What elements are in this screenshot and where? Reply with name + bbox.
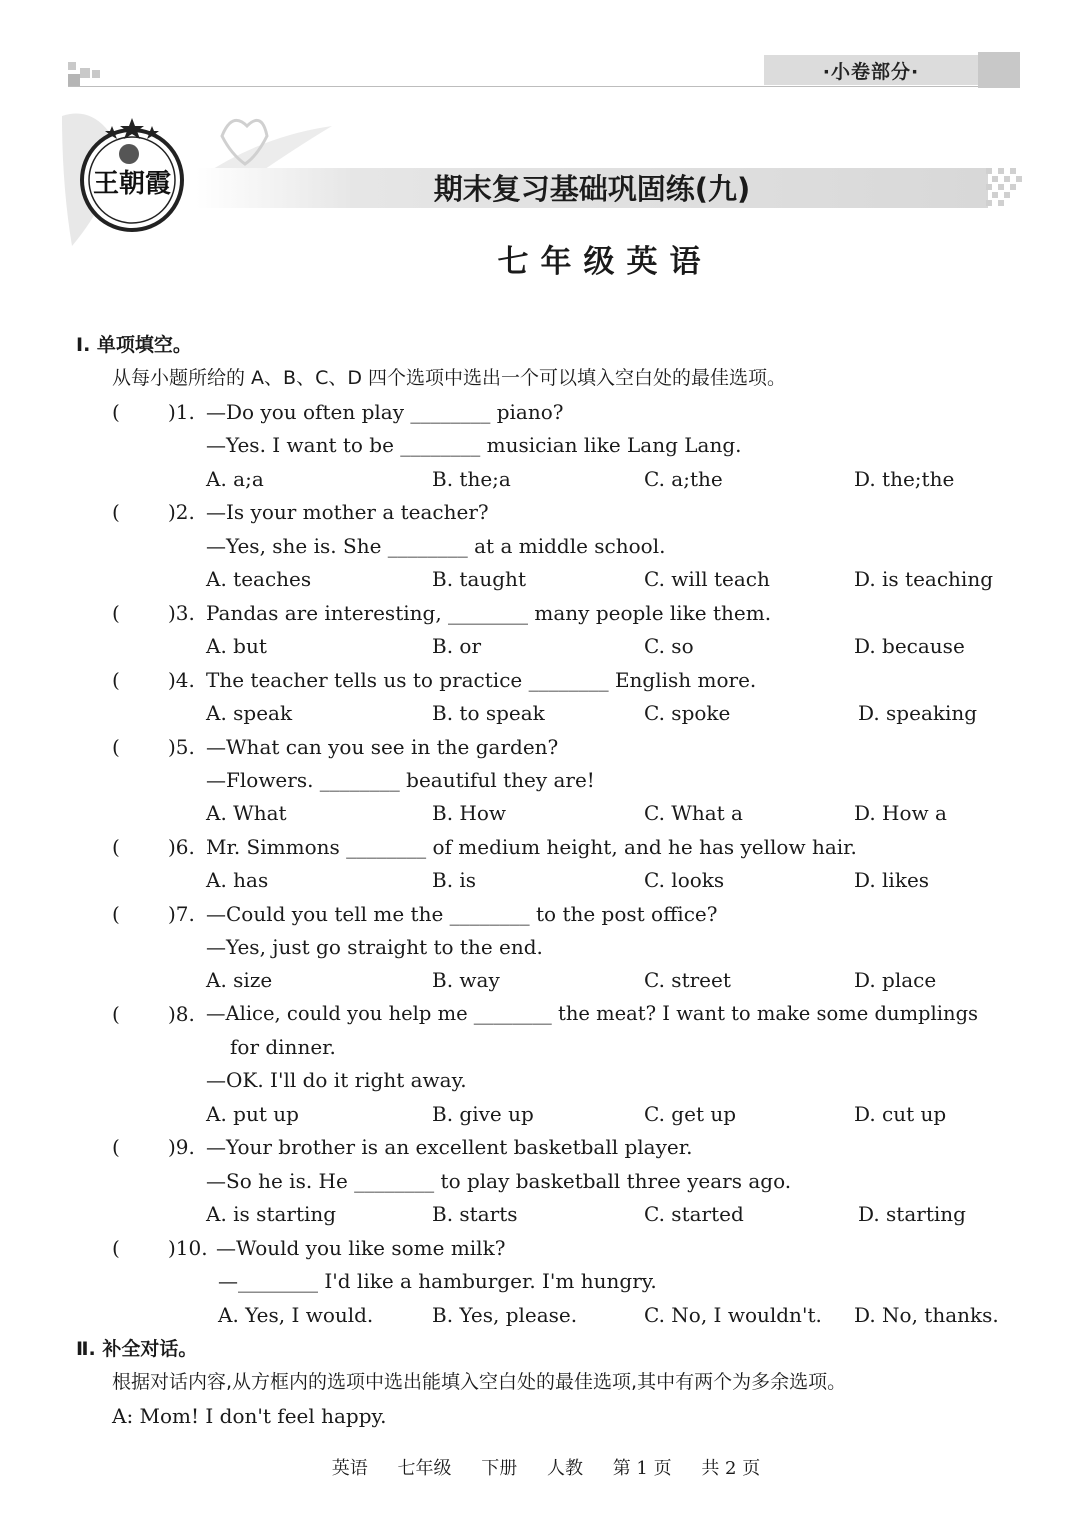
q1-option-b: B. the;a (432, 467, 511, 491)
page-subtitle: 七年级英语 (497, 244, 713, 280)
answer-paren[interactable]: ( (112, 1236, 120, 1260)
q5-option-a: A. What (206, 801, 287, 825)
answer-paren[interactable]: ( (112, 902, 120, 926)
section1-heading: Ⅰ. 单项填空。 (76, 334, 192, 356)
q6-number: )6. (168, 835, 195, 859)
answer-paren[interactable]: ( (112, 735, 120, 759)
section2-instruction: 根据对话内容,从方框内的选项中选出能填入空白处的最佳选项,其中有两个为多余选项。 (112, 1371, 847, 1393)
q1-number: )1. (168, 400, 195, 424)
q6-option-b: B. is (432, 868, 477, 892)
q5-option-d: D. How a (854, 801, 947, 825)
answer-paren[interactable]: ( (112, 601, 120, 625)
answer-paren[interactable]: ( (112, 1135, 120, 1159)
q8-line2: for dinner. (230, 1035, 336, 1059)
q3-option-b: B. or (432, 634, 482, 658)
title-dots-decoration (986, 166, 1026, 210)
q9-option-d: D. starting (858, 1202, 966, 1226)
header-rule (68, 86, 1020, 87)
q8-option-d: D. cut up (854, 1102, 947, 1126)
q8-number: )8. (168, 1002, 195, 1026)
q8-option-c: C. get up (644, 1102, 737, 1126)
q10-line1: —Would you like some milk? (216, 1236, 506, 1260)
footer-subject: 英语 (331, 1458, 368, 1479)
q7-option-c: C. street (644, 968, 731, 992)
q7-number: )7. (168, 902, 195, 926)
footer-grade: 七年级 (397, 1458, 452, 1479)
q9-option-b: B. starts (432, 1202, 518, 1226)
q5-line2: —Flowers. ________ beautiful they are! (206, 768, 595, 792)
q2-number: )2. (168, 500, 195, 524)
answer-paren[interactable]: ( (112, 668, 120, 692)
q6-option-c: C. looks (644, 868, 725, 892)
q9-number: )9. (168, 1135, 195, 1159)
q6-option-d: D. likes (854, 868, 930, 892)
q7-line2: —Yes, just go straight to the end. (206, 935, 543, 959)
q4-number: )4. (168, 668, 195, 692)
section2-heading: Ⅱ. 补全对话。 (76, 1338, 198, 1360)
q6-line1: Mr. Simmons ________ of medium height, and he has yellow hair. (206, 835, 857, 859)
section1-instruction: 从每小题所给的 A、B、C、D 四个选项中选出一个可以填入空白处的最佳选项。 (112, 367, 787, 389)
q9-line1: —Your brother is an excellent basketball player. (206, 1135, 693, 1159)
q9-option-c: C. started (644, 1202, 744, 1226)
q5-option-c: C. What a (644, 801, 743, 825)
q1-option-a: A. a;a (206, 467, 264, 491)
q10-option-c: C. No, I wouldn't. (644, 1303, 822, 1327)
q4-option-b: B. to speak (432, 701, 545, 725)
q3-option-c: C. so (644, 634, 694, 658)
answer-paren[interactable]: ( (112, 500, 120, 524)
q7-line1: —Could you tell me the ________ to the post office? (206, 902, 718, 926)
q8-line1: —Alice, could you help me ________ the meat? I want to make some dumplings (206, 1002, 979, 1025)
q8-option-a: A. put up (206, 1102, 299, 1126)
q2-line2: —Yes, she is. She ________ at a middle school. (206, 534, 666, 558)
q5-option-b: B. How (432, 801, 507, 825)
q10-option-a: A. Yes, I would. (218, 1303, 374, 1327)
q1-line2: —Yes. I want to be ________ musician like Lang Lang. (206, 433, 742, 457)
q1-option-c: C. a;the (644, 467, 723, 491)
q3-option-a: A. but (206, 634, 267, 658)
q9-option-a: A. is starting (206, 1202, 337, 1226)
q10-line2: —________ I'd like a hamburger. I'm hungry. (218, 1269, 657, 1293)
page-title: 期末复习基础巩固练(九) (433, 172, 751, 206)
footer-volume: 下册 (481, 1458, 518, 1479)
q4-option-c: C. spoke (644, 701, 731, 725)
footer-page: 第 1 页 (612, 1458, 672, 1479)
q8-option-b: B. give up (432, 1102, 534, 1126)
q7-option-b: B. way (432, 968, 500, 992)
q2-option-c: C. will teach (644, 567, 770, 591)
q5-line1: —What can you see in the garden? (206, 735, 559, 759)
footer-publisher: 人教 (546, 1458, 583, 1479)
q3-option-d: D. because (854, 634, 965, 658)
q9-line2: —So he is. He ________ to play basketball three years ago. (206, 1169, 792, 1193)
answer-paren[interactable]: ( (112, 835, 120, 859)
dialogue-line: A: Mom! I don't feel happy. (112, 1404, 387, 1428)
q2-option-d: D. is teaching (854, 567, 994, 591)
q2-option-b: B. taught (432, 567, 526, 591)
q3-number: )3. (168, 601, 195, 625)
q1-option-d: D. the;the (854, 467, 955, 491)
q4-option-a: A. speak (206, 701, 293, 725)
q1-line1: —Do you often play ________ piano? (206, 400, 564, 424)
logo-text: 王朝霞 (92, 169, 172, 199)
section-tag-end (978, 52, 1020, 88)
q6-option-a: A. has (206, 868, 269, 892)
q10-option-b: B. Yes, please. (432, 1303, 578, 1327)
q4-line1: The teacher tells us to practice ________ English more. (206, 668, 757, 692)
footer-total: 共 2 页 (701, 1458, 761, 1479)
q8-line3: —OK. I'll do it right away. (206, 1068, 467, 1092)
q10-number: )10. (168, 1236, 208, 1260)
q2-line1: —Is your mother a teacher? (206, 500, 489, 524)
page-footer (0, 1454, 1092, 1480)
q2-option-a: A. teaches (206, 567, 312, 591)
answer-paren[interactable]: ( (112, 1002, 120, 1026)
q5-number: )5. (168, 735, 195, 759)
q3-line1: Pandas are interesting, ________ many people like them. (206, 601, 772, 625)
section-tag: ·小卷部分· (764, 55, 978, 85)
q7-option-a: A. size (206, 968, 273, 992)
answer-paren[interactable]: ( (112, 400, 120, 424)
q4-option-d: D. speaking (858, 701, 978, 725)
q7-option-d: D. place (854, 968, 937, 992)
q10-option-d: D. No, thanks. (854, 1303, 999, 1327)
